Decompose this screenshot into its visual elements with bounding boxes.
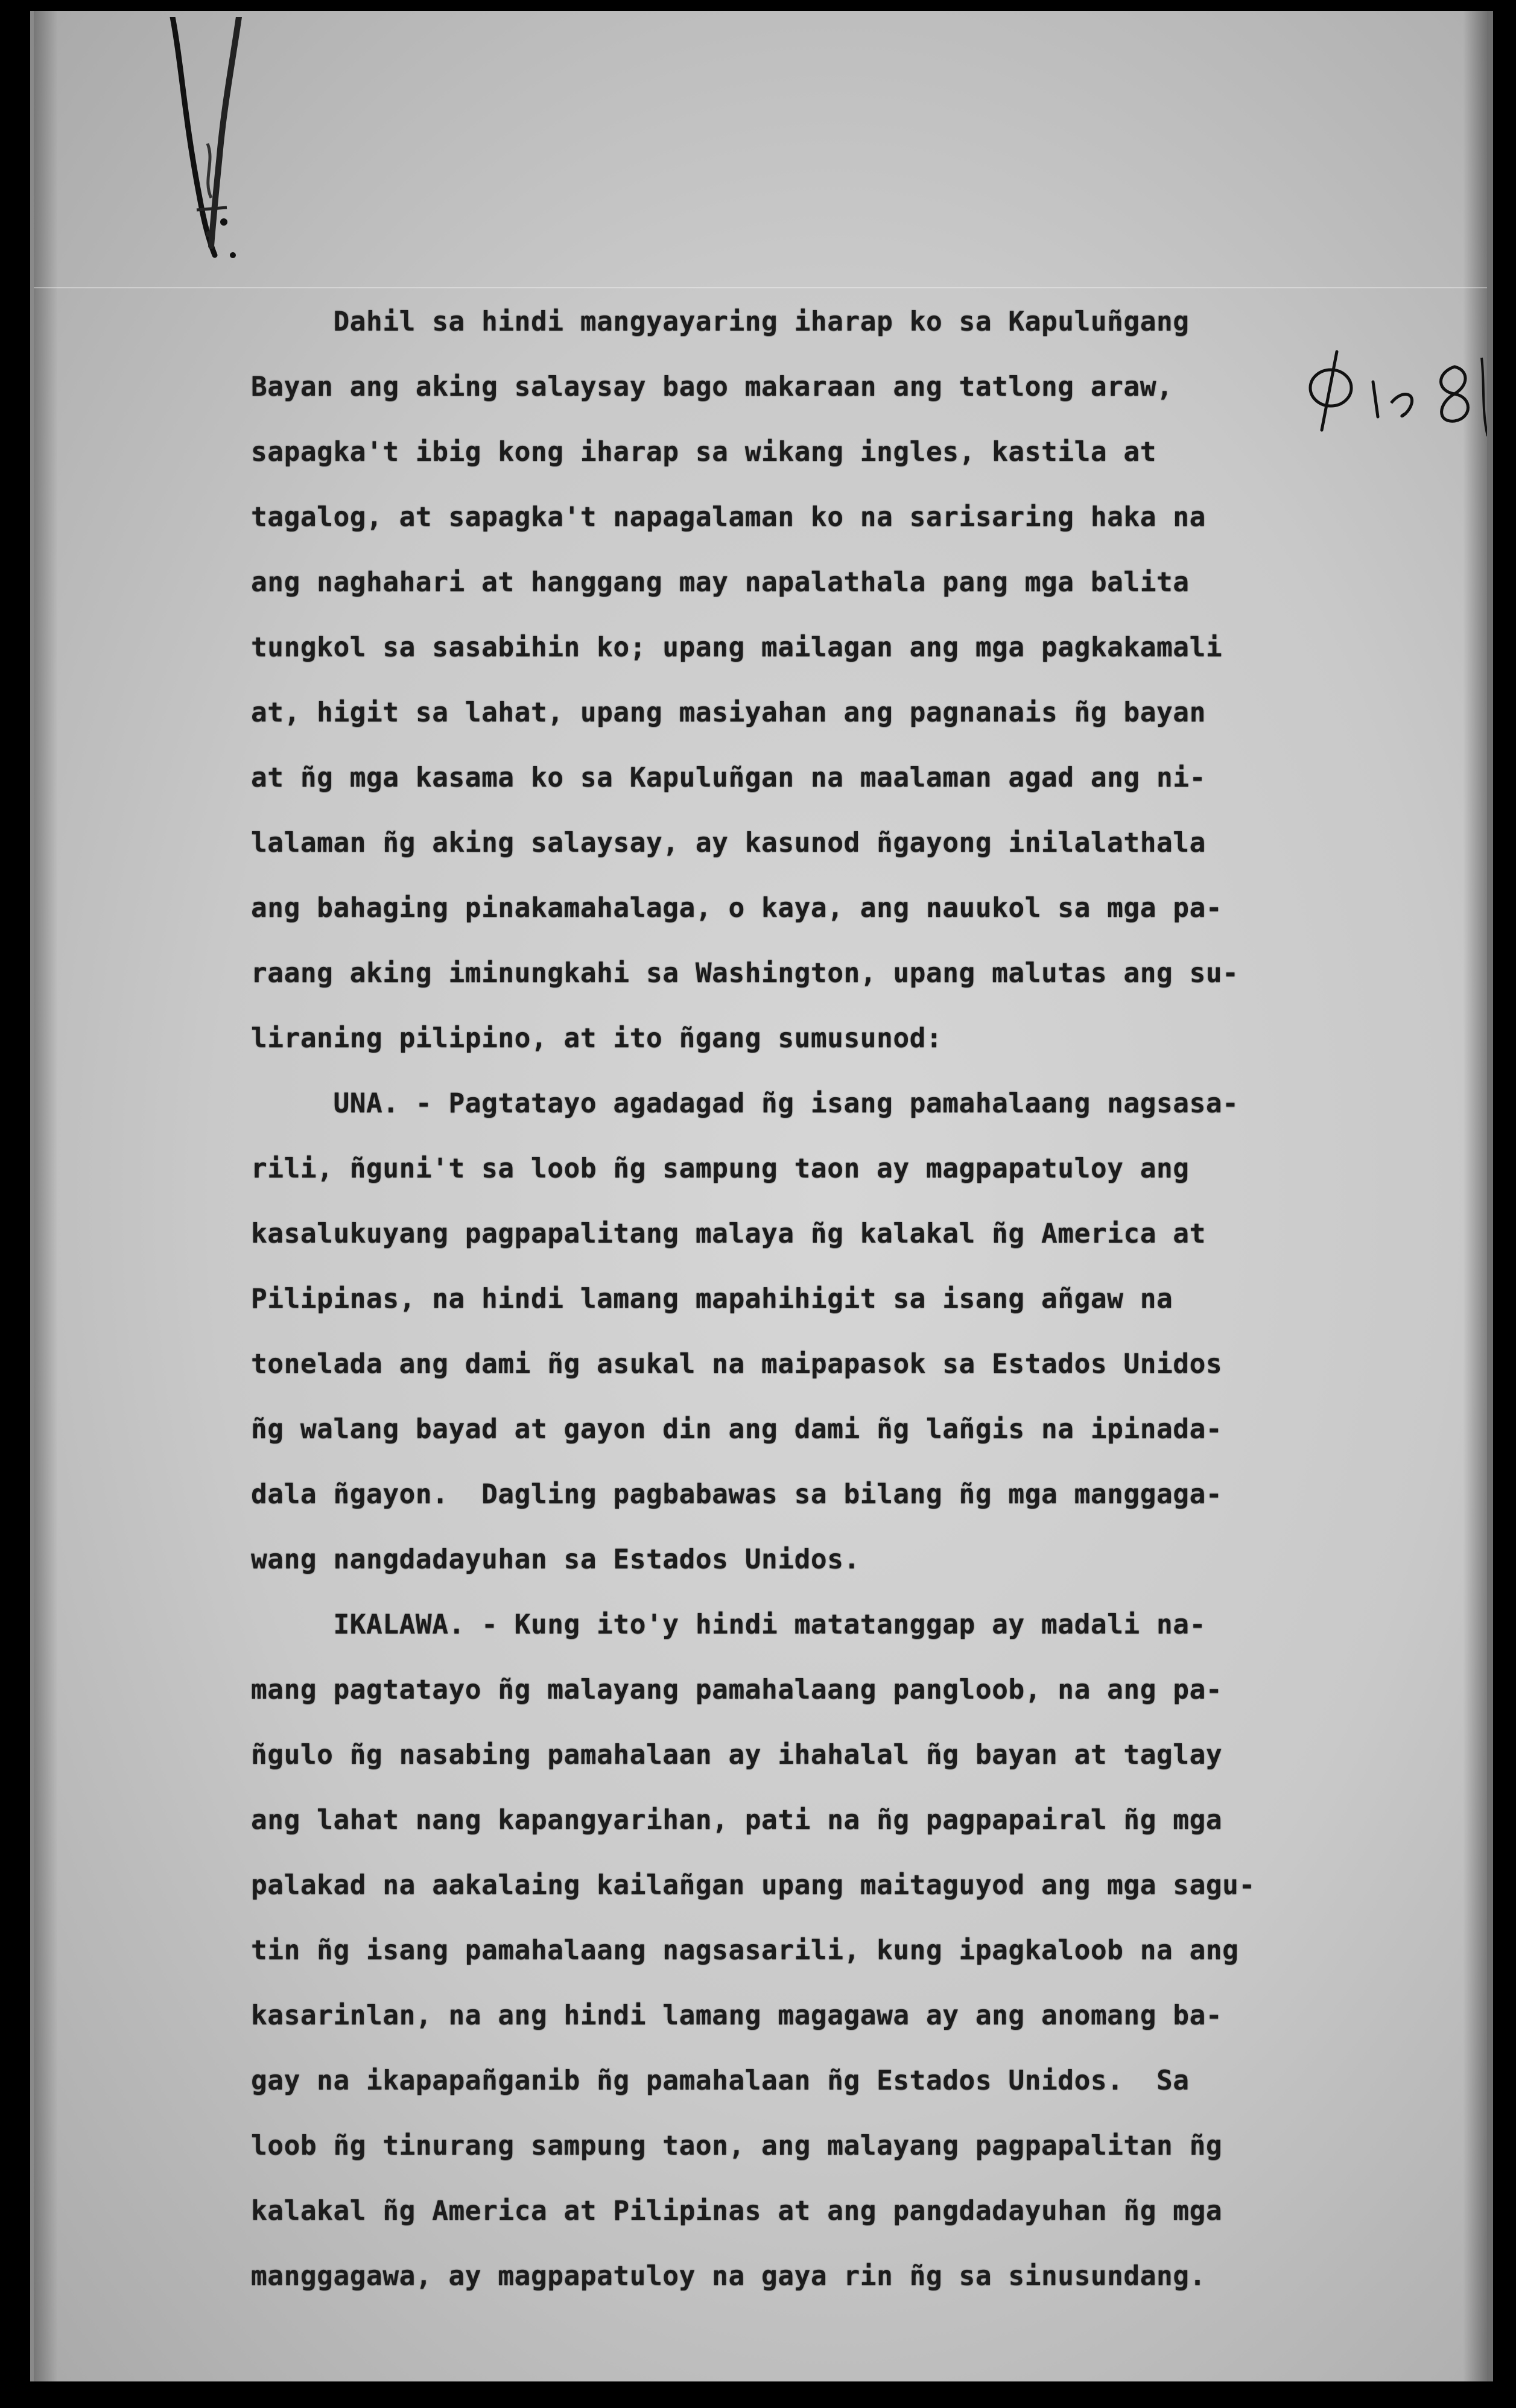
ink-scribble-marks bbox=[148, 17, 329, 270]
text-line: UNA. - Pagtatayo agadagad ñg isang pamahalaang nagsasa- bbox=[251, 1088, 1239, 1119]
paragraph-ikalawa bbox=[251, 1592, 1391, 2309]
text-line: lalaman ñg aking salaysay, ay kasunod ñgayong inilalathala bbox=[251, 828, 1206, 858]
paper-left-shadow bbox=[34, 11, 58, 2381]
text-line: Pilipinas, na hindi lamang mapahihigit sa isang añgaw na bbox=[251, 1284, 1173, 1314]
text-line: Dahil sa hindi mangyayaring iharap ko sa Kapuluñgang bbox=[251, 306, 1190, 337]
text-line: tungkol sa sasabihin ko; upang mailagan ang mga pagkakamali bbox=[251, 632, 1223, 663]
text-line: wang nangdadayuhan sa Estados Unidos. bbox=[251, 1544, 860, 1575]
text-line: raang aking iminungkahi sa Washington, upang malutas ang su- bbox=[251, 958, 1239, 989]
paper-fold-line bbox=[34, 287, 1487, 288]
text-line: ang naghahari at hanggang may napalathala pang mga balita bbox=[251, 567, 1190, 598]
paragraph-una bbox=[251, 1071, 1391, 1592]
paragraph-1 bbox=[251, 290, 1391, 1071]
text-line: ñgulo ñg nasabing pamahalaan ay ihahalal ñg bayan at taglay bbox=[251, 1740, 1223, 1770]
text-line: rili, ñguni't sa loob ñg sampung taon ay magpapatuloy ang bbox=[251, 1153, 1190, 1184]
text-line: kalakal ñg America at Pilipinas at ang pangdadayuhan ñg mga bbox=[251, 2196, 1223, 2226]
text-line: tagalog, at sapagka't napagalaman ko na sarisaring haka na bbox=[251, 502, 1206, 533]
text-line: manggagawa, ay magpapatuloy na gaya rin ñg sa sinusundang. bbox=[251, 2261, 1206, 2292]
text-line: sapagka't ibig kong iharap sa wikang ingles, kastila at bbox=[251, 437, 1157, 467]
text-line: gay na ikapapañganib ñg pamahalaan ñg Estados Unidos. Sa bbox=[251, 2065, 1190, 2096]
text-line: Bayan ang aking salaysay bago makaraan ang tatlong araw, bbox=[251, 372, 1173, 402]
text-line: at ñg mga kasama ko sa Kapuluñgan na maalaman agad ang ni- bbox=[251, 762, 1206, 793]
text-line: kasalukuyang pagpapalitang malaya ñg kalakal ñg America at bbox=[251, 1218, 1206, 1249]
text-line: mang pagtatayo ñg malayang pamahalaang pangloob, na ang pa- bbox=[251, 1675, 1223, 1705]
text-line: dala ñgayon. Dagling pagbabawas sa bilang ñg mga manggaga- bbox=[251, 1479, 1223, 1510]
text-line: IKALAWA. - Kung ito'y hindi matatanggap ay madali na- bbox=[251, 1609, 1206, 1640]
text-line: tonelada ang dami ñg asukal na maipapasok sa Estados Unidos bbox=[251, 1349, 1223, 1380]
typewritten-page bbox=[30, 11, 1493, 2381]
text-line: ñg walang bayad at gayon din ang dami ñg lañgis na ipinada- bbox=[251, 1414, 1223, 1445]
text-line: palakad na aakalaing kailañgan upang maitaguyod ang mga sagu- bbox=[251, 1870, 1255, 1901]
text-line: at, higit sa lahat, upang masiyahan ang pagnanais ñg bayan bbox=[251, 697, 1206, 728]
text-line: ang lahat nang kapangyarihan, pati na ñg pagpapairal ñg mga bbox=[251, 1805, 1223, 1836]
text-line: loob ñg tinurang sampung taon, ang malayang pagpapalitan ñg bbox=[251, 2131, 1223, 2161]
text-line: ang bahaging pinakamahalaga, o kaya, ang nauukol sa mga pa- bbox=[251, 893, 1223, 924]
document-body bbox=[251, 290, 1391, 2309]
text-line: tin ñg isang pamahalaang nagsasarili, kung ipagkaloob na ang bbox=[251, 1935, 1239, 1966]
text-line: liraning pilipino, at ito ñgang sumusunod: bbox=[251, 1023, 943, 1054]
text-line: kasarinlan, na ang hindi lamang magagawa ay ang anomang ba- bbox=[251, 2000, 1223, 2031]
